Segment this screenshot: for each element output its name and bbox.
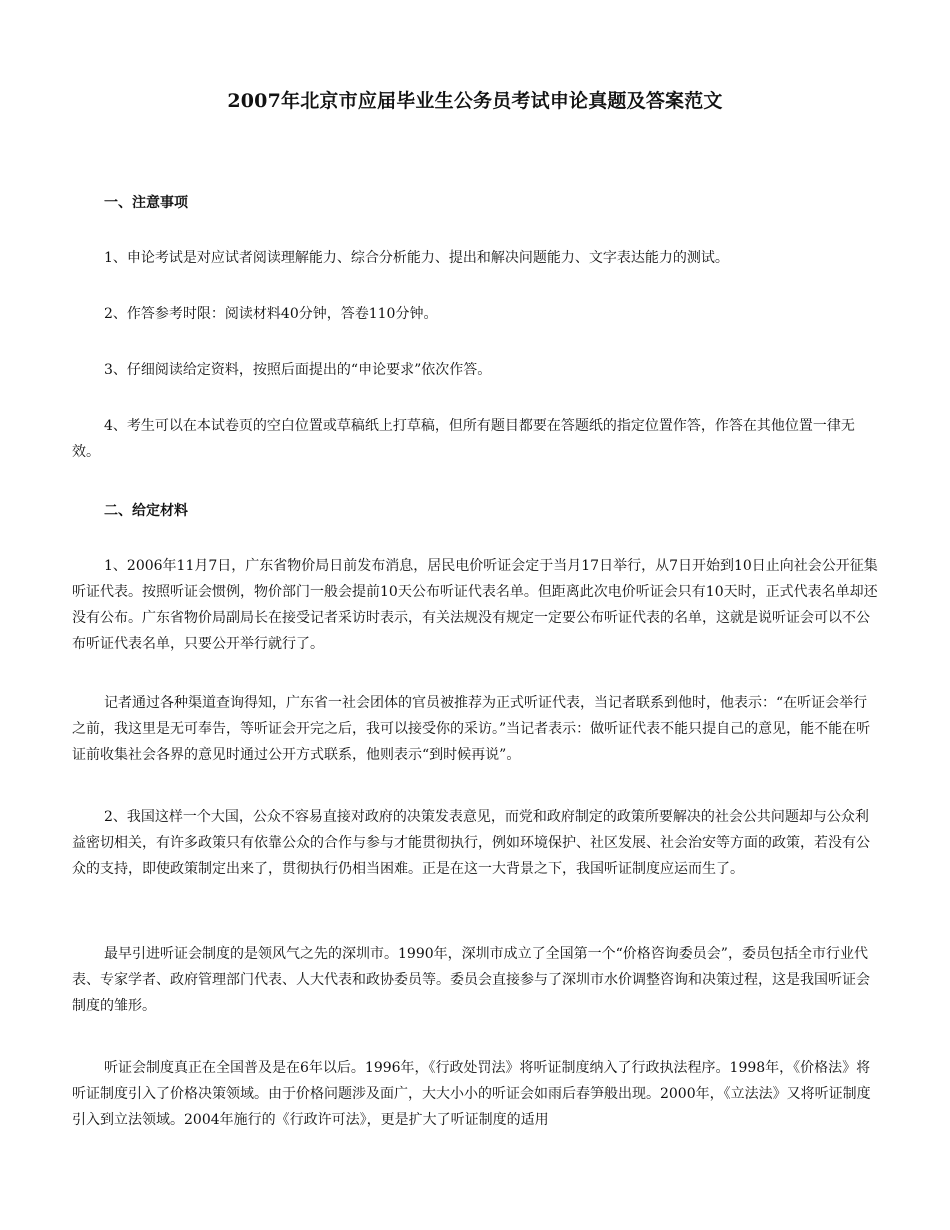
section-heading-materials: 二、给定材料: [104, 503, 188, 519]
materials-paragraph-5: 听证会制度真正在全国普及是在6年以后。1996年，《行政处罚法》将听证制度纳入了行政执法程序。1998年，《价格法》将听证制度引入了价格决策领域。由于价格问题涉及面广，大大小小的听证会如雨后春笋般出现。2000年，《立法法》又将听证制度引入到立法领域。2004年施行的《行政许可法》，更是扩大了听证制度的适用: [72, 1060, 871, 1128]
materials-paragraph-4: 最早引进听证会制度的是领风气之先的深圳市。1990年，深圳市成立了全国第一个“价格咨询委员会”，委员包括全市行业代表、专家学者、政府管理部门代表、人大代表和政协委员等。委员会直接参与了深圳市水价调整咨询和决策过程，这是我国听证会制度的雏形。: [72, 946, 870, 1014]
materials-paragraph-1: 1、2006年11月7日，广东省物价局日前发布消息，居民电价听证会定于当月17日举行，从7日开始到10日止向社会公开征集听证代表。按照听证会惯例，物价部门一般会提前10天公布听证代表名单。但距离此次电价听证会只有10天时，正式代表名单却还没有公布。广东省物价局副局长在接受记者采访时表示，有关法规没有规定一定要公布听证代表的名单，这就是说听证会可以不公布听证代表名单，只要公开举行就行了。: [72, 558, 878, 652]
notes-paragraph-1: 1、申论考试是对应试者阅读理解能力、综合分析能力、提出和解决问题能力、文字表达能力的测试。: [104, 250, 729, 266]
materials-paragraph-3: 2、我国这样一个大国，公众不容易直接对政府的决策发表意见，而党和政府制定的政策所要解决的社会公共问题却与公众利益密切相关，有许多政策只有依靠公众的合作与参与才能贯彻执行，例如环境保护、社区发展、社会治安等方面的政策，若没有公众的支持，即使政策制定出来了，贯彻执行仍相当困难。正是在这一大背景之下，我国听证制度应运而生了。: [72, 809, 870, 877]
notes-paragraph-3: 3、仔细阅读给定资料，按照后面提出的“申论要求”依次作答。: [104, 362, 492, 378]
notes-paragraph-4: 4、考生可以在本试卷页的空白位置或草稿纸上打草稿，但所有题目都要在答题纸的指定位置作答，作答在其他位置一律无效。: [72, 418, 855, 460]
section-heading-notes: 一、注意事项: [104, 195, 188, 211]
notes-paragraph-2: 2、作答参考时限：阅读材料40分钟，答卷110分钟。: [104, 306, 438, 322]
materials-paragraph-2: 记者通过各种渠道查询得知，广东省一社会团体的官员被推荐为正式听证代表，当记者联系到他时，他表示：“在听证会举行之前，我这里是无可奉告，等听证会开完之后，我可以接受你的采访。”当记者表示：做听证代表不能只提自己的意见，能不能在听证前收集社会各界的意见时通过公开方式联系，他则表示“到时候再说”。: [72, 695, 871, 763]
document-title: 2007年北京市应届毕业生公务员考试申论真题及答案范文: [227, 90, 723, 112]
